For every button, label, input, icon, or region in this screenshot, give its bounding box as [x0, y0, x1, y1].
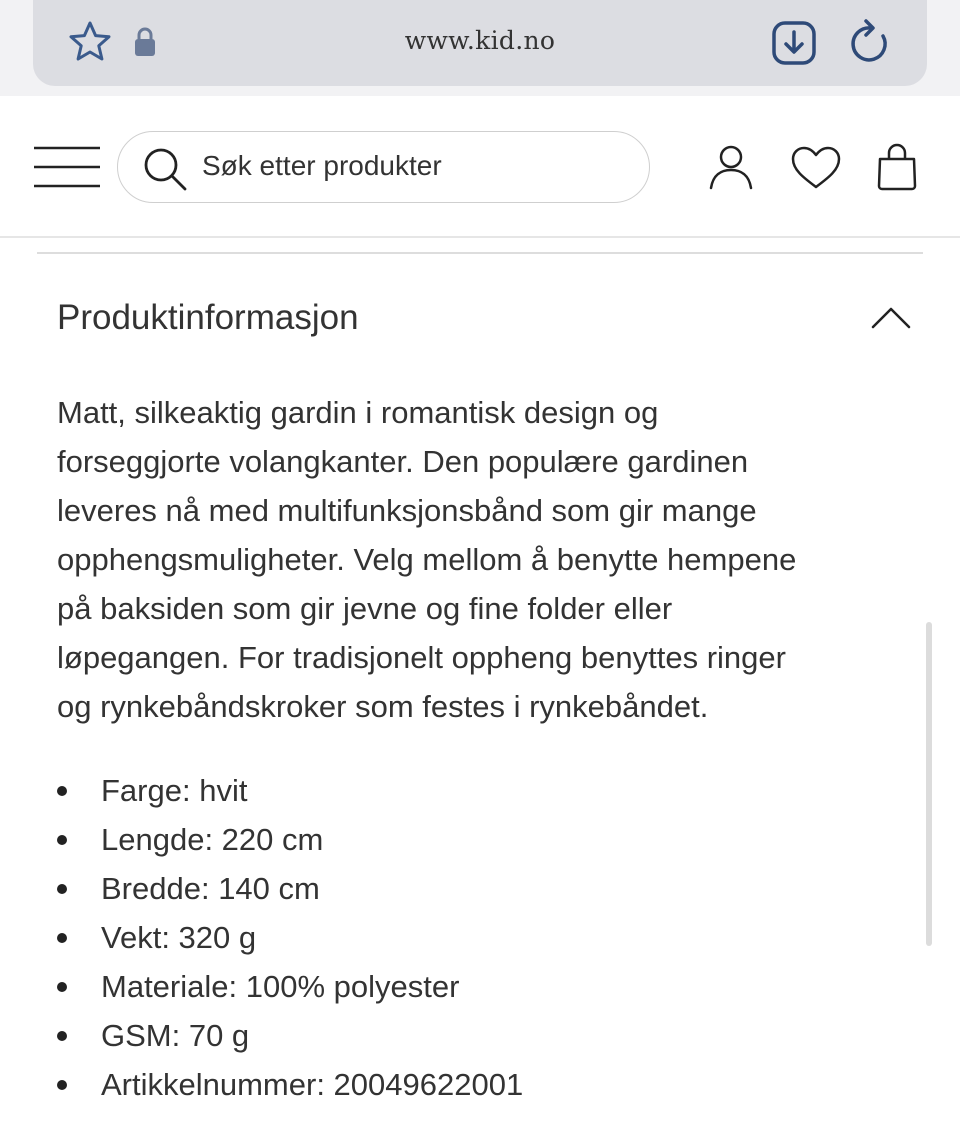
spec-material: Materiale: 100% polyester	[57, 962, 523, 1011]
chevron-up-icon[interactable]	[871, 306, 911, 330]
spec-width: Bredde: 140 cm	[57, 864, 523, 913]
spec-weight: Vekt: 320 g	[57, 913, 523, 962]
spec-color: Farge: hvit	[57, 766, 523, 815]
reload-icon[interactable]	[847, 18, 893, 66]
spec-length: Lengde: 220 cm	[57, 815, 523, 864]
url-text[interactable]: www.kid.no	[404, 26, 556, 55]
site-header	[0, 96, 960, 238]
description-line: løpegangen. For tradisjonelt oppheng benyttes ringer	[57, 640, 786, 675]
description-line: Matt, silkeaktig gardin i romantisk design og	[57, 395, 659, 430]
search-icon[interactable]	[142, 146, 188, 192]
address-bar[interactable]	[33, 0, 927, 86]
spec-gsm: GSM: 70 g	[57, 1011, 523, 1060]
cart-bag-icon[interactable]	[876, 142, 918, 192]
search-input[interactable]	[202, 146, 622, 186]
spec-article-number: Artikkelnummer: 20049622001	[57, 1060, 523, 1109]
description-line: opphengsmuligheter. Velg mellom å benytte hempene	[57, 542, 797, 577]
scrollbar[interactable]	[926, 622, 932, 946]
description-line: på baksiden som gir jevne og fine folder eller	[57, 591, 673, 626]
description-line: og rynkebåndskroker som festes i rynkebåndet.	[57, 689, 709, 724]
description-line: forseggjorte volangkanter. Den populære gardinen	[57, 444, 749, 479]
account-icon[interactable]	[708, 144, 754, 190]
browser-chrome	[0, 0, 960, 96]
search-box[interactable]	[117, 131, 650, 203]
section-title[interactable]: Produktinformasjon	[57, 298, 359, 337]
divider	[37, 252, 923, 254]
spec-list	[57, 766, 523, 1109]
description-line: leveres nå med multifunksjonsbånd som gir mange	[57, 493, 757, 528]
wishlist-heart-icon[interactable]	[790, 146, 842, 190]
product-description	[57, 388, 917, 731]
menu-icon[interactable]	[34, 146, 100, 188]
download-icon[interactable]	[771, 20, 817, 66]
